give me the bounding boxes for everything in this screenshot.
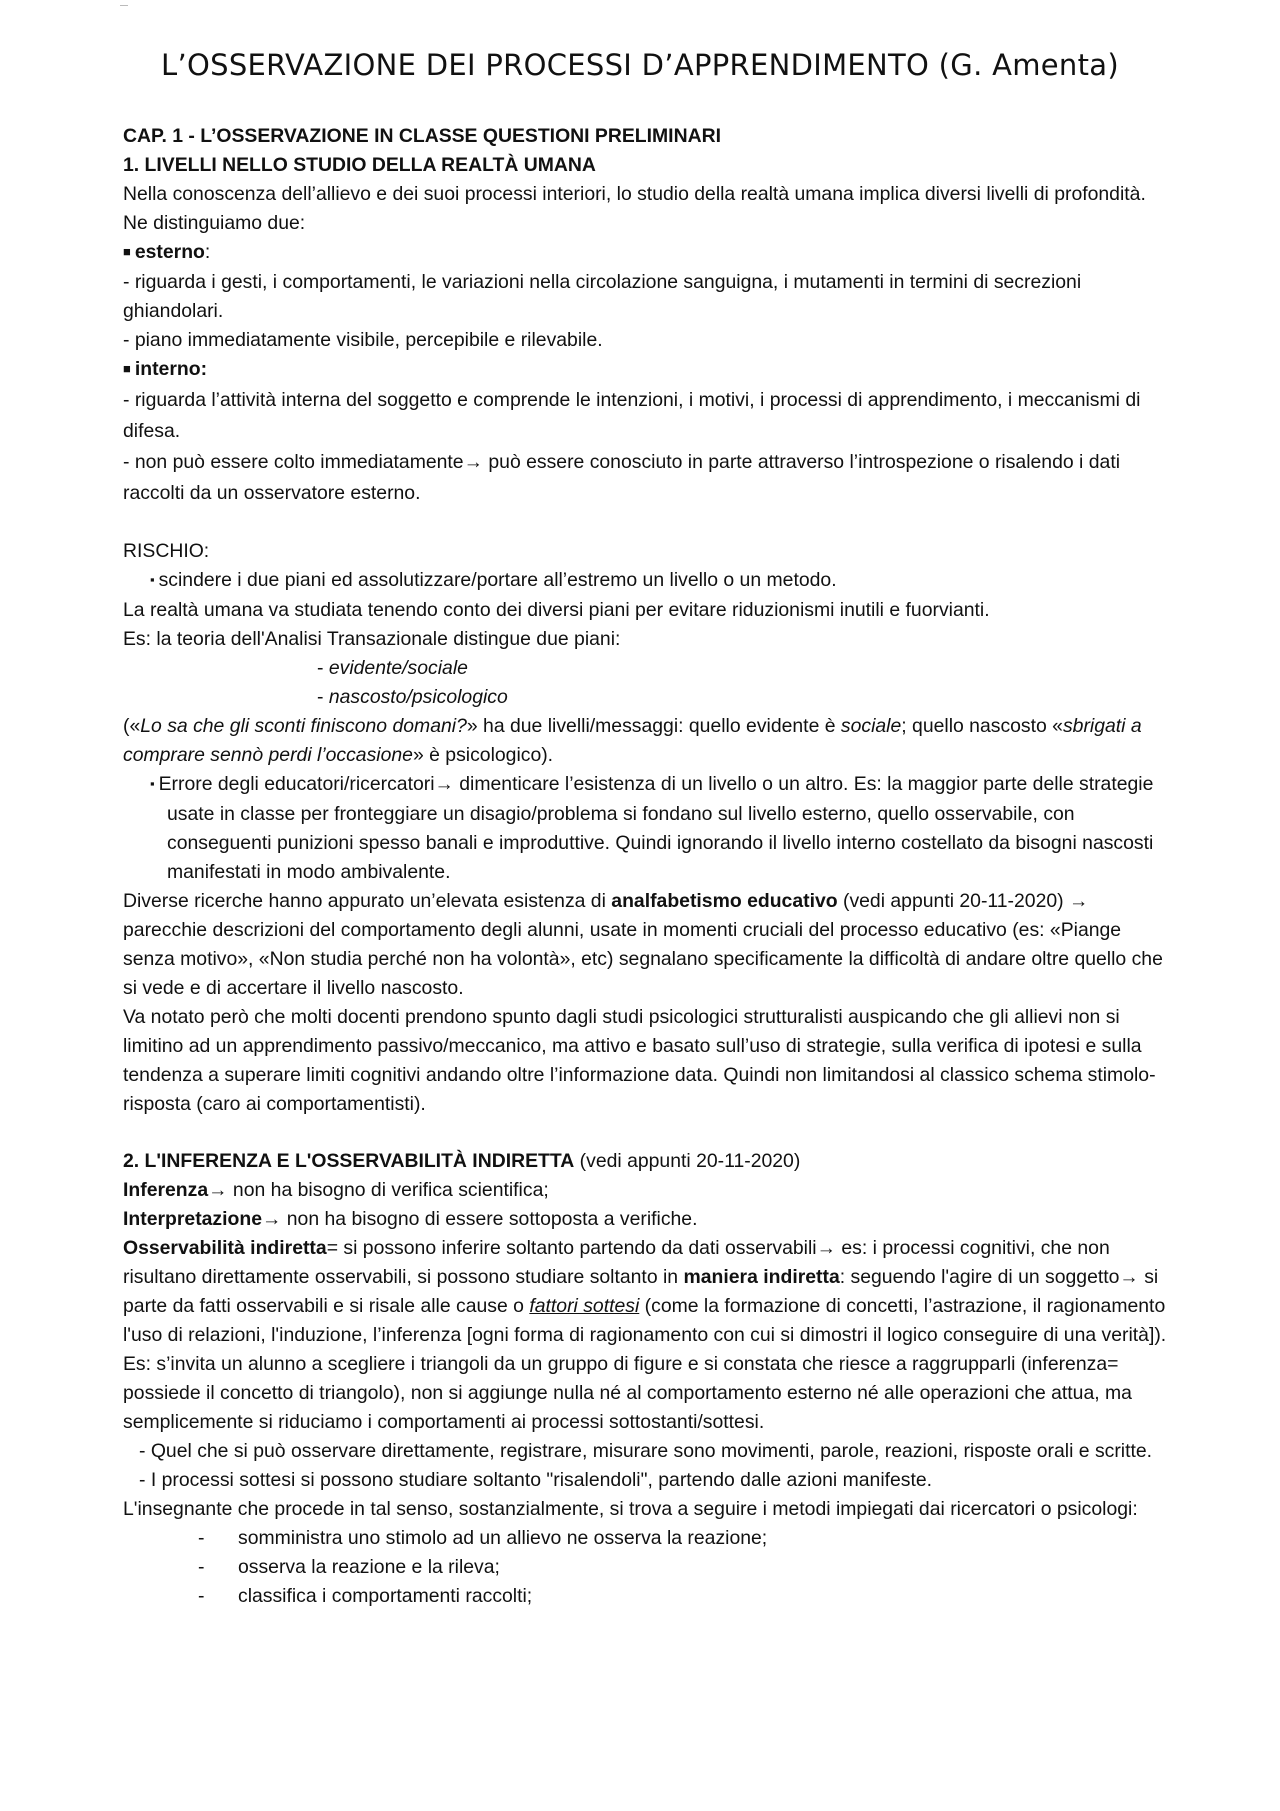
dash-item-2: - I processi sottesi si possono studiare soltanto "risalendoli", partendo dalle azioni manifeste. xyxy=(139,1469,933,1491)
error-text: Errore degli educatori/ricercatori→ dimenticare l’esistenza di un livello o un altro. Es: la maggior parte delle strategie usate in classe per fronteggiare un disagio/problema si fondano sul livello esterno, quello osservabile, con conseguenti punizioni spesso banali e improduttive. Quindi ignorando il livello interno costellato da bisogni nascosti manifestati in modo ambivalente. xyxy=(158,773,1154,883)
quote-2: sbrigati a comprare sennò perdi l’occasione xyxy=(123,715,1142,766)
chapter-title: CAP. 1 - L’OSSERVAZIONE IN CLASSE QUESTIONI PRELIMINARI xyxy=(123,125,721,147)
error-bullet xyxy=(123,770,1168,887)
example-intro: Es: la teoria dell'Analisi Transazionale distingue due piani: xyxy=(123,628,621,650)
external-point-2: - piano immediatamente visibile, percepibile e rilevabile. xyxy=(123,329,603,351)
document-title: L’OSSERVAZIONE DEI PROCESSI D’APPRENDIMENTO (G. Amenta) xyxy=(161,48,1119,82)
method-steps-list xyxy=(123,1524,1168,1611)
list-item: - osserva la reazione e la rileva; xyxy=(198,1556,500,1578)
underlying-factors: fattori sottesi xyxy=(529,1295,640,1317)
quote-1: Lo sa che gli sconti finiscono domani? xyxy=(140,715,467,737)
structuralist-note: Va notato però che molti docenti prendono spunto dagli studi psicologici strutturalisti auspicando che gli allievi non si limitino ad un apprendimento passivo/meccanico, ma attivo e basato sull’uso di strategie, sulla verifica di ipotesi e sulla tendenza a superare limiti cognitivi andando oltre l’informazione data. Quindi non limitandosi al classico schema stimolo-risposta (caro ai comportamentisti). xyxy=(123,1006,1156,1115)
page-corner-mark xyxy=(120,0,128,6)
risk-bullet xyxy=(123,566,1168,596)
section-2-title: 2. L'INFERENZA E L'OSSERVABILITÀ INDIRETTA xyxy=(123,1150,575,1172)
square-bullet-icon: ■ xyxy=(123,361,131,376)
internal-label: interno: xyxy=(134,358,208,380)
interpretation-def: Interpretazione→ non ha bisogno di essere sottoposta a verifiche. xyxy=(123,1208,698,1230)
section-1-intro: Nella conoscenza dell’allievo e dei suoi processi interiori, lo studio della realtà umana implica diversi livelli di profondità. Ne distinguiamo due: xyxy=(123,183,1146,234)
external-point-1: - riguarda i gesti, i comportamenti, le variazioni nella circolazione sanguigna, i mutamenti in termini di secrezioni ghiandolari. xyxy=(123,271,1082,322)
square-bullet-icon: ▪ xyxy=(150,572,155,587)
social-word: sociale xyxy=(840,715,902,737)
research-paragraph: Diverse ricerche hanno appurato un’elevata esistenza di analfabetismo educativo (vedi appunti 20-11-2020) → parecchie descrizioni del comportamento degli alunni, usate in momenti cruciali del processo educativo (es: «Piange senza motivo», «Non studia perché non ha volontà», etc) segnalano specificamente la difficoltà di andare oltre quello che si vede e di accertare il livello nascosto. xyxy=(123,890,1163,999)
dash-item-1: - Quel che si può osservare direttamente, registrare, misurare sono movimenti, parole, reazioni, risposte orali e scritte. xyxy=(139,1440,1153,1462)
external-label: esterno xyxy=(134,241,205,263)
section-2-note: (vedi appunti 20-11-2020) xyxy=(574,1150,801,1172)
example-quote: («Lo sa che gli sconti finiscono domani?» ha due livelli/messaggi: quello evidente è sociale; quello nascosto «sbrigati a comprare sennò perdi l’occasione» è psicologico). xyxy=(123,715,1142,766)
square-bullet-icon: ■ xyxy=(123,244,131,259)
educational-illiteracy: analfabetismo educativo xyxy=(611,890,838,912)
document-body xyxy=(123,122,1168,1611)
section-1-title: 1. LIVELLI NELLO STUDIO DELLA REALTÀ UMANA xyxy=(123,154,596,176)
risk-bullet-text: scindere i due piani ed assolutizzare/portare all’estremo un livello o un metodo. xyxy=(158,569,837,591)
plane-item-1: - evidente/sociale xyxy=(317,657,468,679)
plane-2-text: nascosto/psicologico xyxy=(328,686,508,708)
risk-label: RISCHIO: xyxy=(123,540,210,562)
indirect-observability-paragraph: Osservabilità indiretta= si possono inferire soltanto partendo da dati osservabili→ es: i processi cognitivi, che non risultano direttamente osservabili, si possono studiare soltanto in maniera indiretta: seguendo l'agire di un soggetto→ si parte da fatti osservabili e si risale alle cause o fattori sottesi (come la formazione di concetti, l’astrazione, il ragionamento l'uso di relazioni, l'induzione, l’inferenza [ogni forma di ragionamento con cui si dimostri il logico conseguire di una verità]). Es: s’invita un alunno a scegliere i triangoli da un gruppo di figure e si constata che riesce a raggrupparli (inferenza= possiede il concetto di triangolo), non si aggiunge nulla né al comportamento esterno né alle operazioni che attua, ma semplicemente si riduciamo i comportamenti ai processi sottostanti/sottesi. xyxy=(123,1237,1167,1433)
internal-point-1: - riguarda l’attività interna del soggetto e comprende le intenzioni, i motivi, i processi di apprendimento, i meccanismi di difesa. xyxy=(123,389,1141,442)
plane-item-2: - nascosto/psicologico xyxy=(317,686,508,708)
plane-1-text: evidente/sociale xyxy=(328,657,468,679)
internal-level-heading xyxy=(123,355,1168,385)
section-2-heading xyxy=(123,1147,1168,1176)
square-bullet-icon: ▪ xyxy=(150,776,155,791)
reality-statement: La realtà umana va studiata tenendo conto dei diversi piani per evitare riduzionismi inutili e fuorvianti. xyxy=(123,599,990,621)
list-item: - classifica i comportamenti raccolti; xyxy=(198,1585,533,1607)
external-level-heading: ■ esterno: xyxy=(123,241,211,263)
inference-def: Inferenza→ non ha bisogno di verifica scientifica; xyxy=(123,1179,549,1201)
list-item: - somministra uno stimolo ad un allievo ne osserva la reazione; xyxy=(198,1527,768,1549)
teacher-paragraph: L'insegnante che procede in tal senso, sostanzialmente, si trova a seguire i metodi impiegati dai ricercatori o psicologi: xyxy=(123,1498,1138,1520)
internal-point-2: - non può essere colto immediatamente→ può essere conosciuto in parte attraverso l’introspezione o risalendo i dati raccolti da un osservatore esterno. xyxy=(123,451,1121,504)
